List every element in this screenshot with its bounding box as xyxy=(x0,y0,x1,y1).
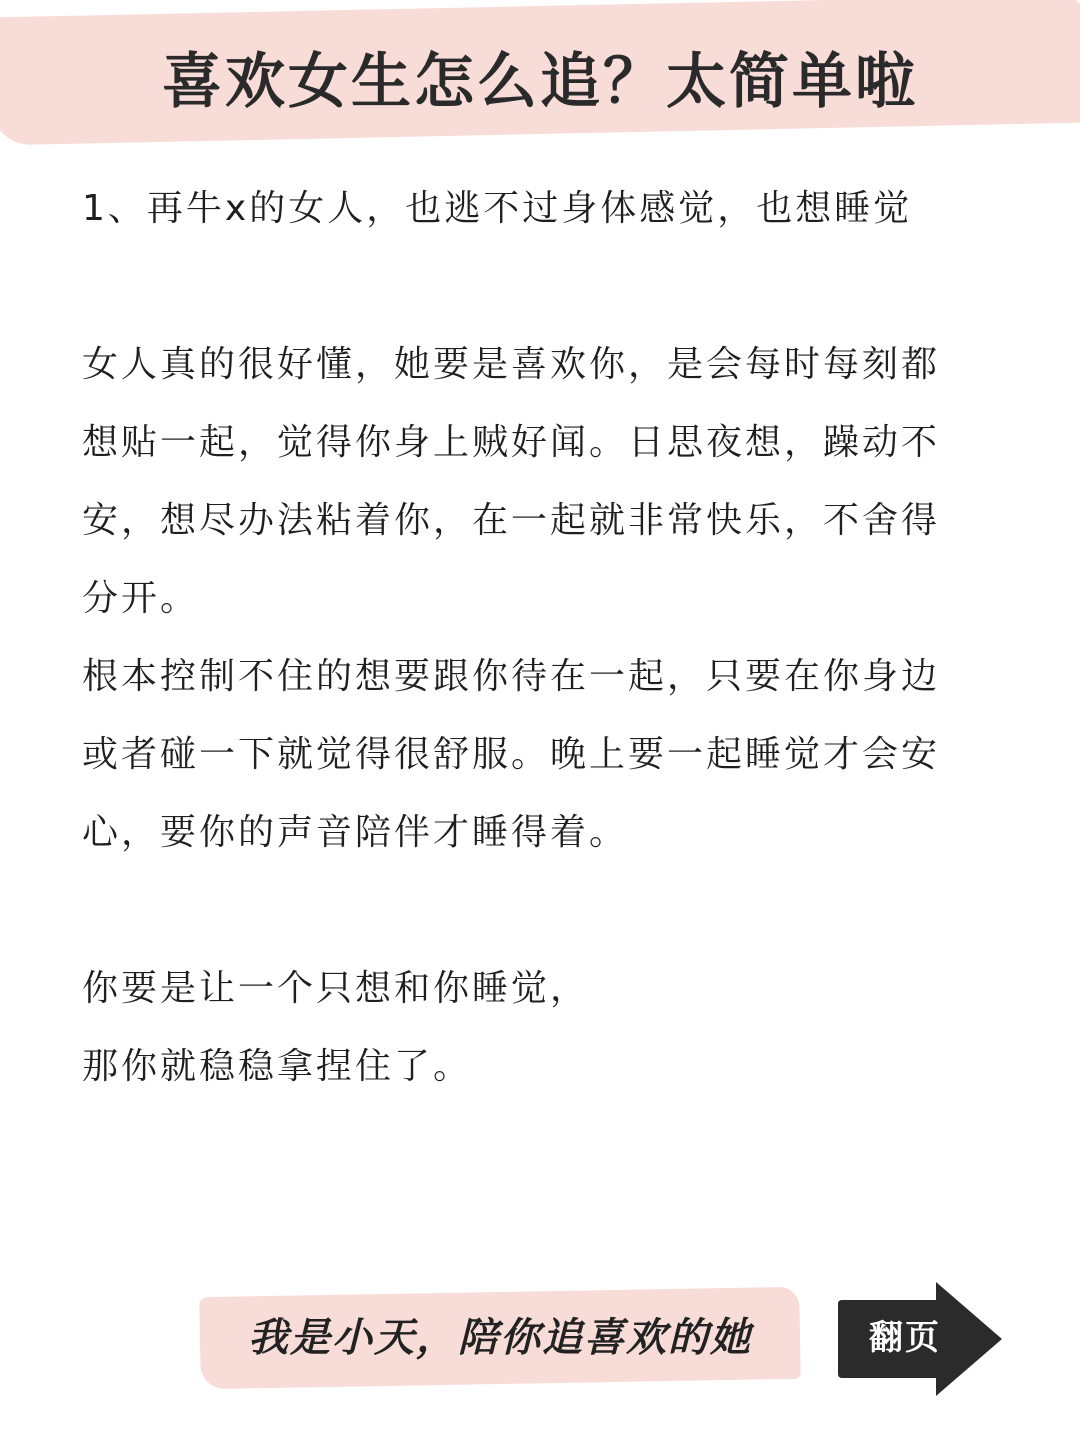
paragraph-3 xyxy=(82,950,1002,1106)
paragraph-3-line: 你要是让一个只想和你睡觉， xyxy=(82,968,590,1009)
paragraph-1-line: 想贴一起，觉得你身上贼好闻。日思夜想，躁动不 xyxy=(82,422,941,463)
paragraph-1 xyxy=(82,326,1002,638)
paragraph-gap xyxy=(82,872,1002,950)
paragraph-1-line: 女人真的很好懂，她要是喜欢你，是会每时每刻都 xyxy=(82,344,941,385)
paragraph-2-line: 心，要你的声音陪伴才睡得着。 xyxy=(82,812,629,853)
paragraph-1-line: 分开。 xyxy=(82,578,200,619)
page-title: 喜欢女生怎么追？太简单啦 xyxy=(162,47,918,117)
paragraph-2 xyxy=(82,638,1002,872)
paragraph-3-line: 那你就稳稳拿捏住了。 xyxy=(82,1046,473,1087)
paragraph-1-line: 安，想尽办法粘着你，在一起就非常快乐，不舍得 xyxy=(82,500,941,541)
paragraph-2-line: 或者碰一下就觉得很舒服。晚上要一起睡觉才会安 xyxy=(82,734,941,775)
next-page-button[interactable] xyxy=(836,1280,1004,1398)
signature-text: 我是小天，陪你追喜欢的她 xyxy=(248,1314,752,1361)
article-body xyxy=(82,170,1002,1106)
next-page-label: 翻页 xyxy=(869,1318,941,1358)
section-heading: 1、再牛x的女人，也逃不过身体感觉，也想睡觉 xyxy=(82,188,913,229)
paragraph-2-line: 根本控制不住的想要跟你待在一起，只要在你身边 xyxy=(82,656,941,697)
